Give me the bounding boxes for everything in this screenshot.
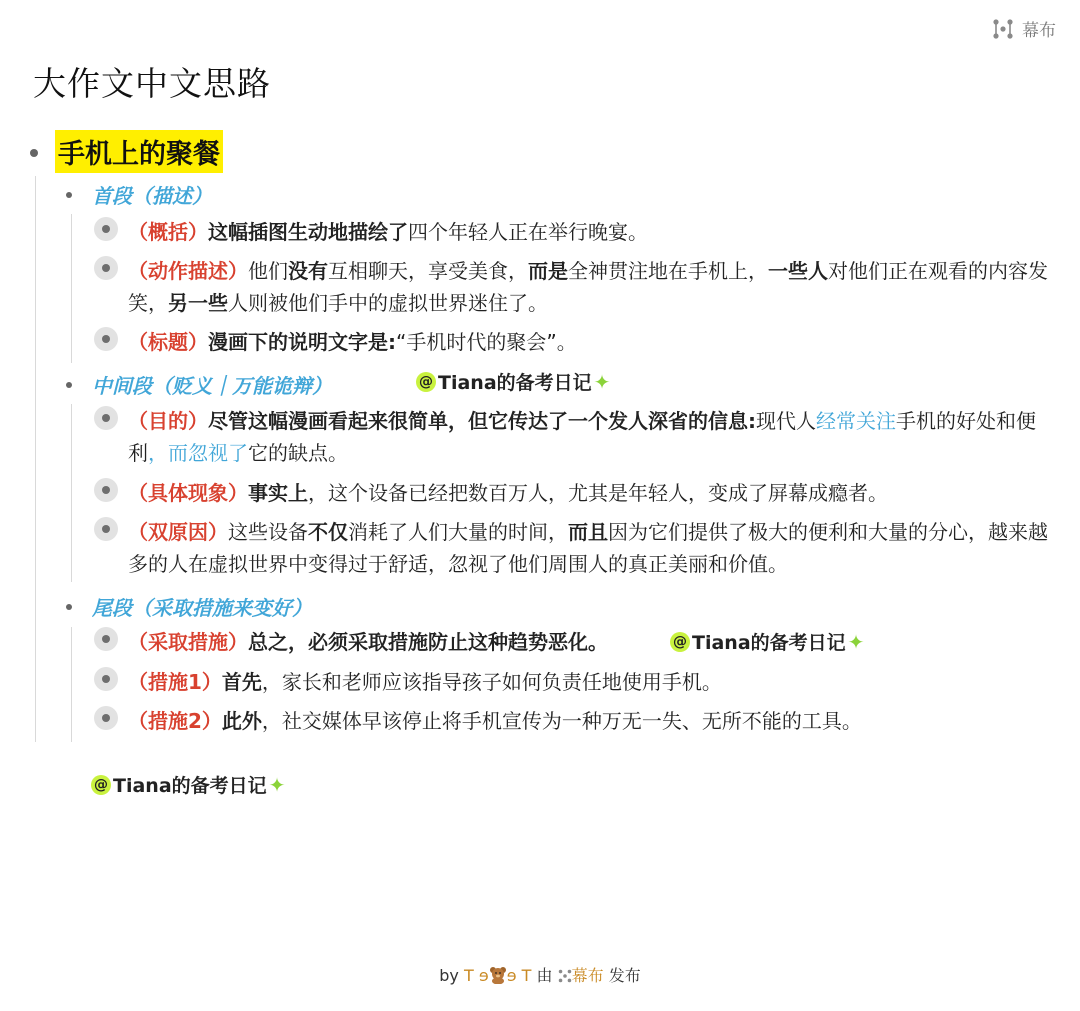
item-text: （动作描述）他们没有互相聊天，享受美食，而是全神贯注地在手机上，一些人对他们正在观看的内容发笑，另一些人则被他们手中的虚拟世界迷住了。 xyxy=(128,259,1048,315)
watermark: @ Tiana的备考日记 ✦ xyxy=(416,368,610,395)
topic-bullet[interactable] xyxy=(30,149,38,157)
item-text: （目的）尽管这幅漫画看起来很简单，但它传达了一个发人深省的信息:现代人经常关注手机的好处和便利，而忽视了它的缺点。 xyxy=(128,409,1036,465)
list-item[interactable] xyxy=(94,477,1059,509)
sparkle-icon: ✦ xyxy=(268,772,286,797)
list-item[interactable] xyxy=(94,705,1059,737)
guide-line-section3 xyxy=(71,627,72,742)
mubu-logo-icon xyxy=(992,18,1014,40)
brand-name: 幕布 xyxy=(1022,21,1056,41)
item-text: （概括）这幅插图生动地描绘了四个年轻人正在举行晚宴。 xyxy=(128,220,648,244)
list-item[interactable] xyxy=(94,216,1059,248)
item-text: （措施1）首先，家长和老师应该指导孩子如何负责任地使用手机。 xyxy=(128,670,722,694)
item-bullet[interactable] xyxy=(94,667,118,691)
section-intro[interactable] xyxy=(66,180,212,209)
item-bullet[interactable] xyxy=(94,217,118,241)
document-title: 大作文中文思路 xyxy=(33,64,271,103)
item-bullet[interactable] xyxy=(94,517,118,541)
footer-by: by xyxy=(439,966,459,985)
guide-line-section1 xyxy=(71,214,72,363)
list-item[interactable] xyxy=(94,405,1059,469)
topic-node[interactable] xyxy=(30,130,223,173)
mubu-logo-icon xyxy=(558,969,572,983)
section-title: 尾段（采取措施来变好） xyxy=(92,596,312,620)
item-bullet[interactable] xyxy=(94,406,118,430)
item-text: （具体现象）事实上，这个设备已经把数百万人，尤其是年轻人，变成了屏幕成瘾者。 xyxy=(128,481,888,505)
teddy-bear-icon xyxy=(489,966,507,984)
footer-action: 发布 xyxy=(608,966,641,985)
footer-from: 由 xyxy=(536,966,553,985)
list-item[interactable] xyxy=(94,326,1059,358)
item-text: （双原因）这些设备不仅消耗了人们大量的时间，而且因为它们提供了极大的便利和大量的分心，越来越多的人在虚拟世界中变得过于舒适，忽视了他们周围人的真正美丽和价值。 xyxy=(128,520,1048,576)
brand-logo[interactable] xyxy=(992,16,1056,41)
section-bullet[interactable] xyxy=(66,604,72,610)
section-bullet[interactable] xyxy=(66,382,72,388)
list-item[interactable] xyxy=(94,626,1059,658)
sparkle-icon: ✦ xyxy=(847,629,865,654)
item-text: （采取措施）总之，必须采取措施防止这种趋势恶化。 xyxy=(128,630,608,654)
item-text: （标题）漫画下的说明文字是:“手机时代的聚会”。 xyxy=(128,330,577,354)
list-item[interactable] xyxy=(94,666,1059,698)
author-name-left[interactable]: T ɘ xyxy=(463,966,489,985)
list-item[interactable] xyxy=(94,516,1059,580)
guide-line-section2 xyxy=(71,404,72,582)
item-bullet[interactable] xyxy=(94,627,118,651)
item-bullet[interactable] xyxy=(94,256,118,280)
publish-footer xyxy=(0,963,1080,986)
item-bullet[interactable] xyxy=(94,706,118,730)
topic-title: 手机上的聚餐 xyxy=(55,130,223,173)
item-bullet[interactable] xyxy=(94,327,118,351)
footer-app-name[interactable]: 幕布 xyxy=(571,966,604,985)
watermark: @ Tiana的备考日记 ✦ xyxy=(670,628,864,655)
section-bullet[interactable] xyxy=(66,192,72,198)
section-title: 首段（描述） xyxy=(92,184,212,208)
author-name-right[interactable]: ɘ T xyxy=(506,966,532,985)
section-title: 中间段（贬义｜万能诡辩） xyxy=(92,374,332,398)
section-conclusion[interactable] xyxy=(66,592,312,621)
watermark: @ Tiana的备考日记 ✦ xyxy=(91,771,285,798)
item-bullet[interactable] xyxy=(94,478,118,502)
sparkle-icon: ✦ xyxy=(593,369,611,394)
item-text: （措施2）此外，社交媒体早该停止将手机宣传为一种万无一失、无所不能的工具。 xyxy=(128,709,862,733)
guide-line-level1 xyxy=(35,176,36,742)
section-body[interactable] xyxy=(66,370,332,399)
list-item[interactable] xyxy=(94,255,1059,319)
